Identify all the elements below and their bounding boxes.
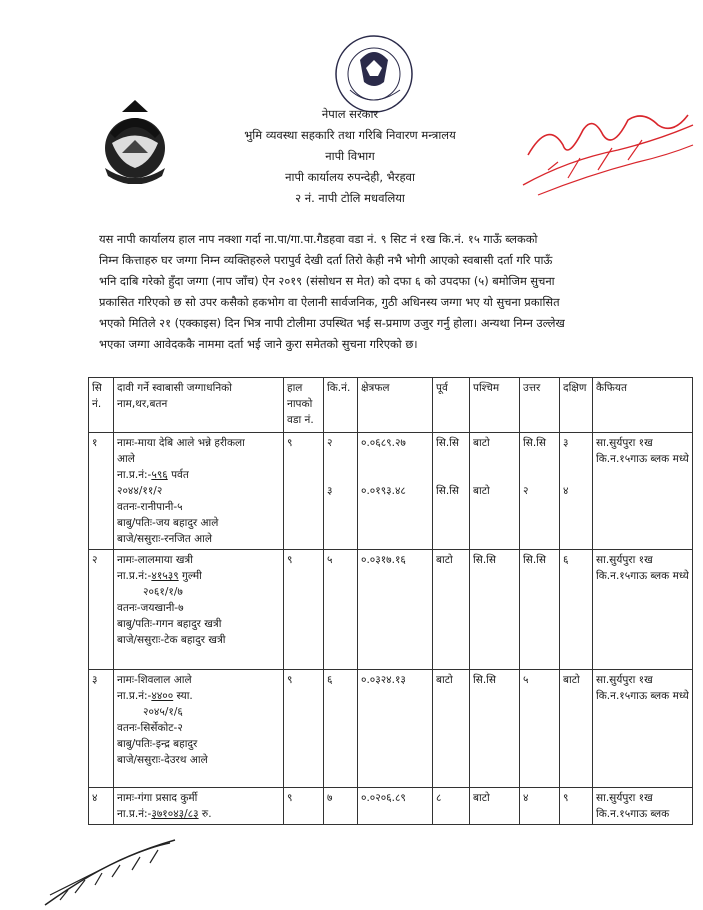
cell-ward: ९ <box>284 433 324 550</box>
notice-line: यस नापी कार्यालय हाल नाप नक्शा गर्दा ना.पा/गा.पा.गैडहवा वडा नं. ९ सिट नं १ख कि.नं. १५ गाऊँ ब्लकको <box>99 232 538 246</box>
header-kitta: कि.नं. <box>324 378 358 433</box>
kitta-value: २ <box>327 437 333 449</box>
area-value: ०.०१९३.४८ <box>361 485 406 497</box>
owner-address: वतनः-सिर्सेकोट-२ <box>117 722 183 734</box>
table-row <box>89 788 693 825</box>
ministry-name: भुमि व्यवस्था सहकारि तथा गरिबि निवारण मन्त्रालय <box>244 128 456 142</box>
citizenship-line <box>117 688 280 704</box>
kitta-value: ३ <box>327 485 333 497</box>
citizenship-number: ४१५३९ <box>151 570 179 582</box>
citizenship-prefix: ना.प्र.नं:- <box>117 808 152 820</box>
header-south: दक्षिण <box>560 378 593 433</box>
citizenship-district: गुल्मी <box>178 570 202 582</box>
claimant-table <box>88 377 693 825</box>
department-name: नापी विभाग <box>325 149 375 163</box>
notice-line: भनि दाबि गरेको हुँदा जग्गा (नाप जाँच) ऐन २०१९ (संसोधन स मेत) को दफा ६ को उपदफा (५) बमोजिम सुचना <box>99 274 555 288</box>
cell-north: ४ <box>520 788 560 825</box>
cell-remarks: सा.सुर्यपुरा १ख कि.न.१५गाऊ ब्लक <box>593 788 693 825</box>
owner-address: वतनः-रानीपानी-५ <box>117 501 183 513</box>
owner-address: वतनः-जयखानी-७ <box>117 602 184 614</box>
cell-west: बाटो <box>470 788 520 825</box>
west-value: बाटो <box>473 437 490 449</box>
owner-grandfather: बाजे/ससुराः-रनजित आले <box>117 533 212 545</box>
east-value: सि.सि <box>436 485 459 497</box>
north-value: २ <box>523 485 529 497</box>
handwritten-signature-icon <box>40 835 180 910</box>
notice-line: भएका जग्गा आवेदककै नाममा दर्ता भई जाने कुरा समेतको सुचना गरिएको छ। <box>99 337 418 351</box>
notice-line: निम्न कित्ताहरु घर जग्गा निम्न व्यक्तिहरुले परापुर्व देखी दर्ता तिरो केही नभै भोगी आएको स्वबासी दर्ता गरि पाऊँ <box>99 253 553 267</box>
owner-father: बाबु/पतिः-गगन बहादुर खत्री <box>117 618 222 630</box>
header-west: पश्चिम <box>470 378 520 433</box>
area-value: ०.०६८९.२७ <box>361 437 406 449</box>
cell-sn: ४ <box>89 788 114 825</box>
notice-line: प्रकासित गरिएको छ सो उपर कसैको हकभोग वा ऐलानी सार्वजनिक, गुठी अधिनस्य जग्गा भए यो सुचना प्रकासित <box>99 295 560 309</box>
red-stamp-signature-icon <box>508 100 698 200</box>
cell-remarks: सा.सुर्यपुरा १ख कि.न.१५गाऊ ब्लक मध्ये <box>593 670 693 788</box>
cell-sn: ३ <box>89 670 114 788</box>
citizenship-prefix: ना.प्र.नं:- <box>117 570 152 582</box>
header-north: उत्तर <box>520 378 560 433</box>
cell-north: सि.सि <box>520 550 560 670</box>
team-name: २ नं. नापी टोलि मधवलिया <box>295 191 405 205</box>
cell-west: सि.सि <box>470 670 520 788</box>
cell-claimant <box>114 788 284 825</box>
owner-name: नामः-शिवलाल आले <box>117 674 192 686</box>
citizenship-line <box>117 467 280 483</box>
table-row <box>89 433 693 550</box>
citizenship-date: २०४५/१/६ <box>143 706 183 718</box>
letterhead <box>200 104 500 209</box>
cell-north <box>520 433 560 550</box>
owner-name-cont: आले <box>117 453 135 465</box>
citizenship-prefix: ना.प्र.नं:- <box>117 469 152 481</box>
west-value: बाटो <box>473 485 490 497</box>
cell-east: बाटो <box>433 670 470 788</box>
south-value: ४ <box>563 485 569 497</box>
owner-grandfather: बाजे/ससुराः-टेक बहादुर खत्री <box>117 634 226 646</box>
citizenship-line <box>117 806 280 822</box>
header-sn: सि नं. <box>89 378 114 433</box>
cell-ward: ९ <box>284 550 324 670</box>
header-ward: हाल नापको वडा नं. <box>284 378 324 433</box>
cell-claimant <box>114 433 284 550</box>
cell-south <box>560 433 593 550</box>
table-row <box>89 550 693 670</box>
cell-north: ५ <box>520 670 560 788</box>
cell-south: बाटो <box>560 670 593 788</box>
north-value: सि.सि <box>523 437 546 449</box>
citizenship-number: ४४०० <box>151 690 174 702</box>
cell-area <box>358 433 433 550</box>
citizenship-date: २०४४/११/२ <box>117 485 163 497</box>
cell-claimant <box>114 550 284 670</box>
cell-remarks: सा.सुर्यपुरा १ख कि.न.१५गाऊ ब्लक मध्ये <box>593 433 693 550</box>
cell-kitta: ६ <box>324 670 358 788</box>
notice-paragraph <box>99 229 691 355</box>
cell-sn: १ <box>89 433 114 550</box>
cell-east: बाटो <box>433 550 470 670</box>
table-row <box>89 670 693 788</box>
south-value: ३ <box>563 437 569 449</box>
citizenship-number: ५९६ <box>151 469 168 481</box>
owner-father: बाबु/पतिः-इन्द्र बहादुर <box>117 738 198 750</box>
citizenship-district: पर्वत <box>167 469 189 481</box>
citizenship-number: ३७१०४३/८३ <box>151 808 199 820</box>
cell-east: ८ <box>433 788 470 825</box>
cell-west <box>470 433 520 550</box>
notice-line: भएको मितिले २१ (एक्काइस) दिन भित्र नापी टोलीमा उपस्थित भई स-प्रमाण उजुर गर्नु होला। अन्यथा निम्न उल्लेख <box>99 316 565 330</box>
header-east: पूर्व <box>433 378 470 433</box>
owner-father: बाबु/पतिः-जय बहादुर आले <box>117 517 219 529</box>
owner-name: नामः-गंगा प्रसाद कुर्मी <box>117 792 198 804</box>
cell-south: ९ <box>560 788 593 825</box>
cell-kitta <box>324 433 358 550</box>
header-remarks: कैफियत <box>593 378 693 433</box>
owner-name: नामः-माया देबि आले भन्ने हरीकला <box>117 437 245 449</box>
cell-sn: २ <box>89 550 114 670</box>
citizenship-line <box>117 568 280 584</box>
cell-claimant <box>114 670 284 788</box>
table-header-row <box>89 378 693 433</box>
citizenship-district: स्या. <box>173 690 193 702</box>
owner-name: नामः-लालमाया खत्री <box>117 554 193 566</box>
cell-kitta: ७ <box>324 788 358 825</box>
nepal-emblem-icon <box>100 98 170 184</box>
cell-area: ०.०३२४.१३ <box>358 670 433 788</box>
cell-area: ०.०२०६.८९ <box>358 788 433 825</box>
cell-ward: ९ <box>284 670 324 788</box>
citizenship-district: रु. <box>198 808 212 820</box>
header-claimant: दावी गर्ने स्वाबासी जग्गाधनिको नाम,थर,बतन <box>114 378 284 433</box>
east-value: सि.सि <box>436 437 459 449</box>
cell-east <box>433 433 470 550</box>
cell-ward: ९ <box>284 788 324 825</box>
government-name: नेपाल सरकार <box>321 107 379 121</box>
citizenship-date: २०६१/१/७ <box>143 586 183 598</box>
cell-west: सि.सि <box>470 550 520 670</box>
owner-grandfather: बाजे/ससुराः-देउरथ आले <box>117 754 208 766</box>
cell-area: ०.०३१७.१६ <box>358 550 433 670</box>
cell-south: ६ <box>560 550 593 670</box>
office-name: नापी कार्यालय रुपन्देही, भैरहवा <box>285 170 415 184</box>
header-area: क्षेत्रफल <box>358 378 433 433</box>
cell-kitta: ५ <box>324 550 358 670</box>
citizenship-prefix: ना.प्र.नं:- <box>117 690 152 702</box>
cell-remarks: सा.सुर्यपुरा १ख कि.न.१५गाऊ ब्लक मध्ये <box>593 550 693 670</box>
